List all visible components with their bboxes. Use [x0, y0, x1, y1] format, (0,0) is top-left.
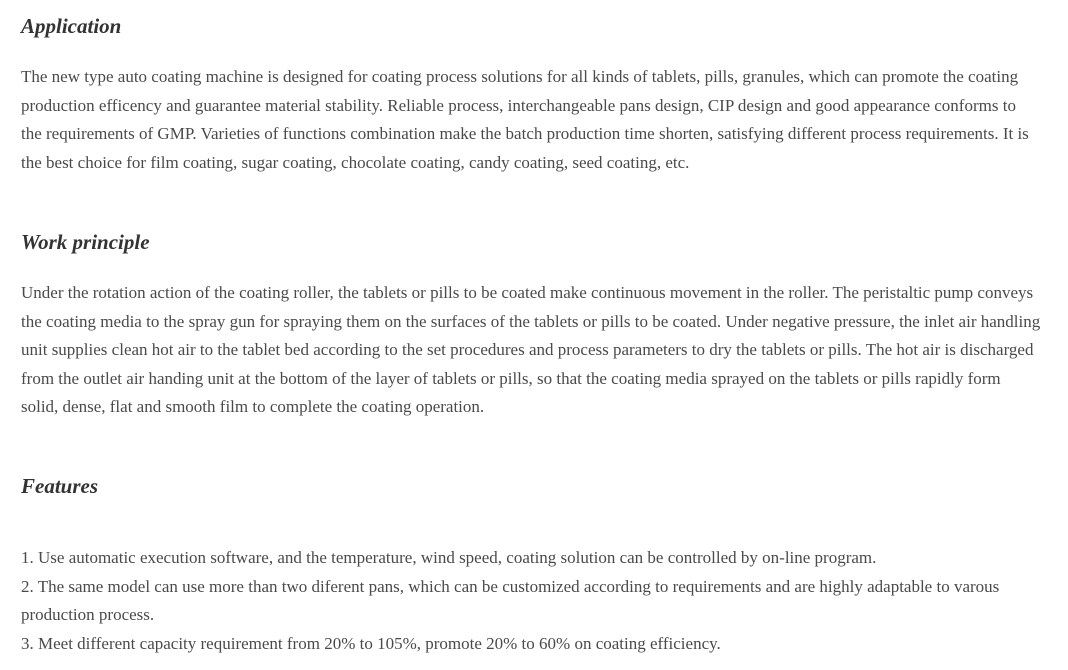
work-principle-heading: Work principle — [21, 230, 150, 254]
feature-item-3: 3. Meet different capacity requirement from 20% to 105%, promote 20% to 60% on coating efficiency. — [21, 633, 721, 653]
application-heading: Application — [21, 14, 122, 38]
work-principle-paragraph: Under the rotation action of the coating roller, the tablets or pills to be coated make continuous movement in the roller. The peristaltic pump conveys the coating media to the spray gun for spraying them on the surfaces of the tablets or pills to be coated. Under negative pressure, the inlet air handling unit supplies clean hot air to the tablet bed according to the set procedures and process parameters to dry the tablets or pills. The hot air is discharged from the outlet air handing unit at the bottom of the layer of tablets or pills, so that the coating media sprayed on the tablets or pills rapidly form solid, dense, flat and smooth film to complete the coating operation. — [21, 283, 1041, 417]
features-heading: Features — [21, 474, 99, 498]
application-paragraph: The new type auto coating machine is designed for coating process solutions for all kinds of tablets, pills, granules, which can promote the coating production efficency and guarantee material stability. Reliable process, interchangeable pans design, CIP design and good appearance conforms to the requirements of GMP. Varieties of functions combination make the batch production time shorten, satisfying different process requirements. It is the best choice for film coating, sugar coating, chocolate coating, candy coating, seed coating, etc. — [21, 67, 1029, 172]
feature-item-1: 1. Use automatic execution software, and the temperature, wind speed, coating solution can be controlled by on-line program. — [21, 548, 877, 567]
feature-item-2: 2. The same model can use more than two diferent pans, which can be customized according to requirements and are highly adaptable to varous production process. — [21, 576, 1000, 625]
features-list — [21, 544, 1031, 658]
